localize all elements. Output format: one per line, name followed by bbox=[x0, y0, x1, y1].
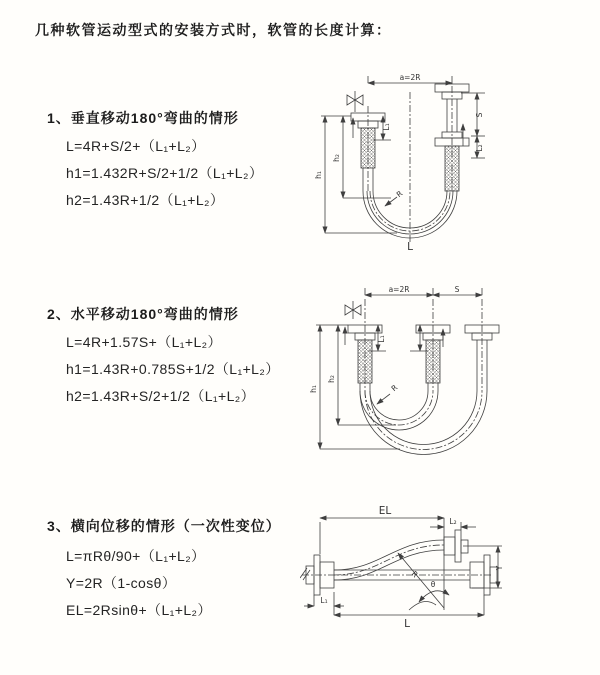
dim-l bbox=[334, 592, 484, 615]
label-a-2r: a=2R bbox=[399, 73, 421, 82]
section-1-formula-3: h2=1.43R+1/2（L₁+L₂） bbox=[66, 192, 225, 208]
label-l: L bbox=[404, 618, 410, 630]
dim-el bbox=[320, 518, 444, 554]
section-2-formula-1: L=4R+1.57S+（L₁+L₂） bbox=[66, 334, 222, 350]
diagram-lateral-displacement bbox=[300, 498, 595, 648]
diagram-horizontal-180-bend bbox=[300, 283, 595, 458]
braided-hose-right bbox=[445, 146, 459, 191]
section-3-formula-1: L=πRθ/90+（L₁+L₂） bbox=[66, 548, 206, 564]
label-s: S bbox=[454, 285, 460, 294]
section-2-heading: 2、水平移动180°弯曲的情形 bbox=[47, 306, 239, 322]
label-l2: L₂ bbox=[449, 517, 457, 526]
section-3-heading: 3、横向位移的情形（一次性变位） bbox=[47, 518, 281, 534]
label-l1: L₁ bbox=[320, 596, 328, 605]
label-r: R bbox=[389, 382, 400, 394]
centerlines bbox=[368, 86, 452, 242]
hose-displaced-position bbox=[334, 540, 444, 580]
label-y: Y bbox=[495, 565, 504, 571]
valve-icon bbox=[347, 91, 363, 112]
label-s: S bbox=[475, 112, 484, 118]
section-3-formula-3: EL=2Rsinθ+（L₁+L₂） bbox=[66, 602, 212, 618]
dim-middle-fitting bbox=[410, 325, 428, 351]
dim-h1 bbox=[321, 116, 397, 233]
valve-icon bbox=[345, 301, 361, 319]
section-1-formula-2: h1=1.432R+S/2+1/2（L₁+L₂） bbox=[66, 165, 264, 181]
label-h1: h₁ bbox=[314, 171, 323, 179]
label-theta: θ bbox=[430, 580, 436, 589]
label-l1: L₁ bbox=[377, 335, 386, 343]
label-l1: L₁ bbox=[382, 123, 391, 131]
section-2-formula-2: h1=1.43R+0.785S+1/2（L₁+L₂） bbox=[66, 361, 280, 377]
section-1-heading: 1、垂直移动180°弯曲的情形 bbox=[47, 110, 239, 126]
braided-hose-left bbox=[361, 128, 375, 168]
diagram-vertical-180-bend bbox=[305, 70, 595, 257]
radius-pointer bbox=[377, 394, 390, 404]
u-bend-moved bbox=[360, 391, 487, 455]
section-1-formula-1: L=4R+S/2+（L₁+L₂） bbox=[66, 138, 206, 154]
label-h2: h₂ bbox=[332, 154, 341, 162]
label-l2: L₂ bbox=[475, 144, 484, 152]
label-h2: h₂ bbox=[327, 375, 336, 383]
label-el: EL bbox=[378, 505, 392, 517]
label-h1: h₁ bbox=[309, 385, 318, 393]
section-3-formula-2: Y=2R（1-cosθ） bbox=[66, 575, 177, 591]
label-r: R bbox=[409, 569, 420, 580]
dim-a-2r bbox=[365, 288, 482, 295]
label-a-2r: a=2R bbox=[388, 285, 410, 294]
label-r: R bbox=[394, 188, 405, 200]
u-bend-original bbox=[360, 391, 438, 430]
braided-hose-left bbox=[358, 340, 372, 383]
braided-hose-middle bbox=[426, 340, 440, 383]
section-2-formula-3: h2=1.43R+S/2+1/2（L₁+L₂） bbox=[66, 388, 256, 404]
page-title: 几种软管运动型式的安装方式时，软管的长度计算： bbox=[35, 22, 392, 38]
label-l: L bbox=[407, 241, 413, 253]
